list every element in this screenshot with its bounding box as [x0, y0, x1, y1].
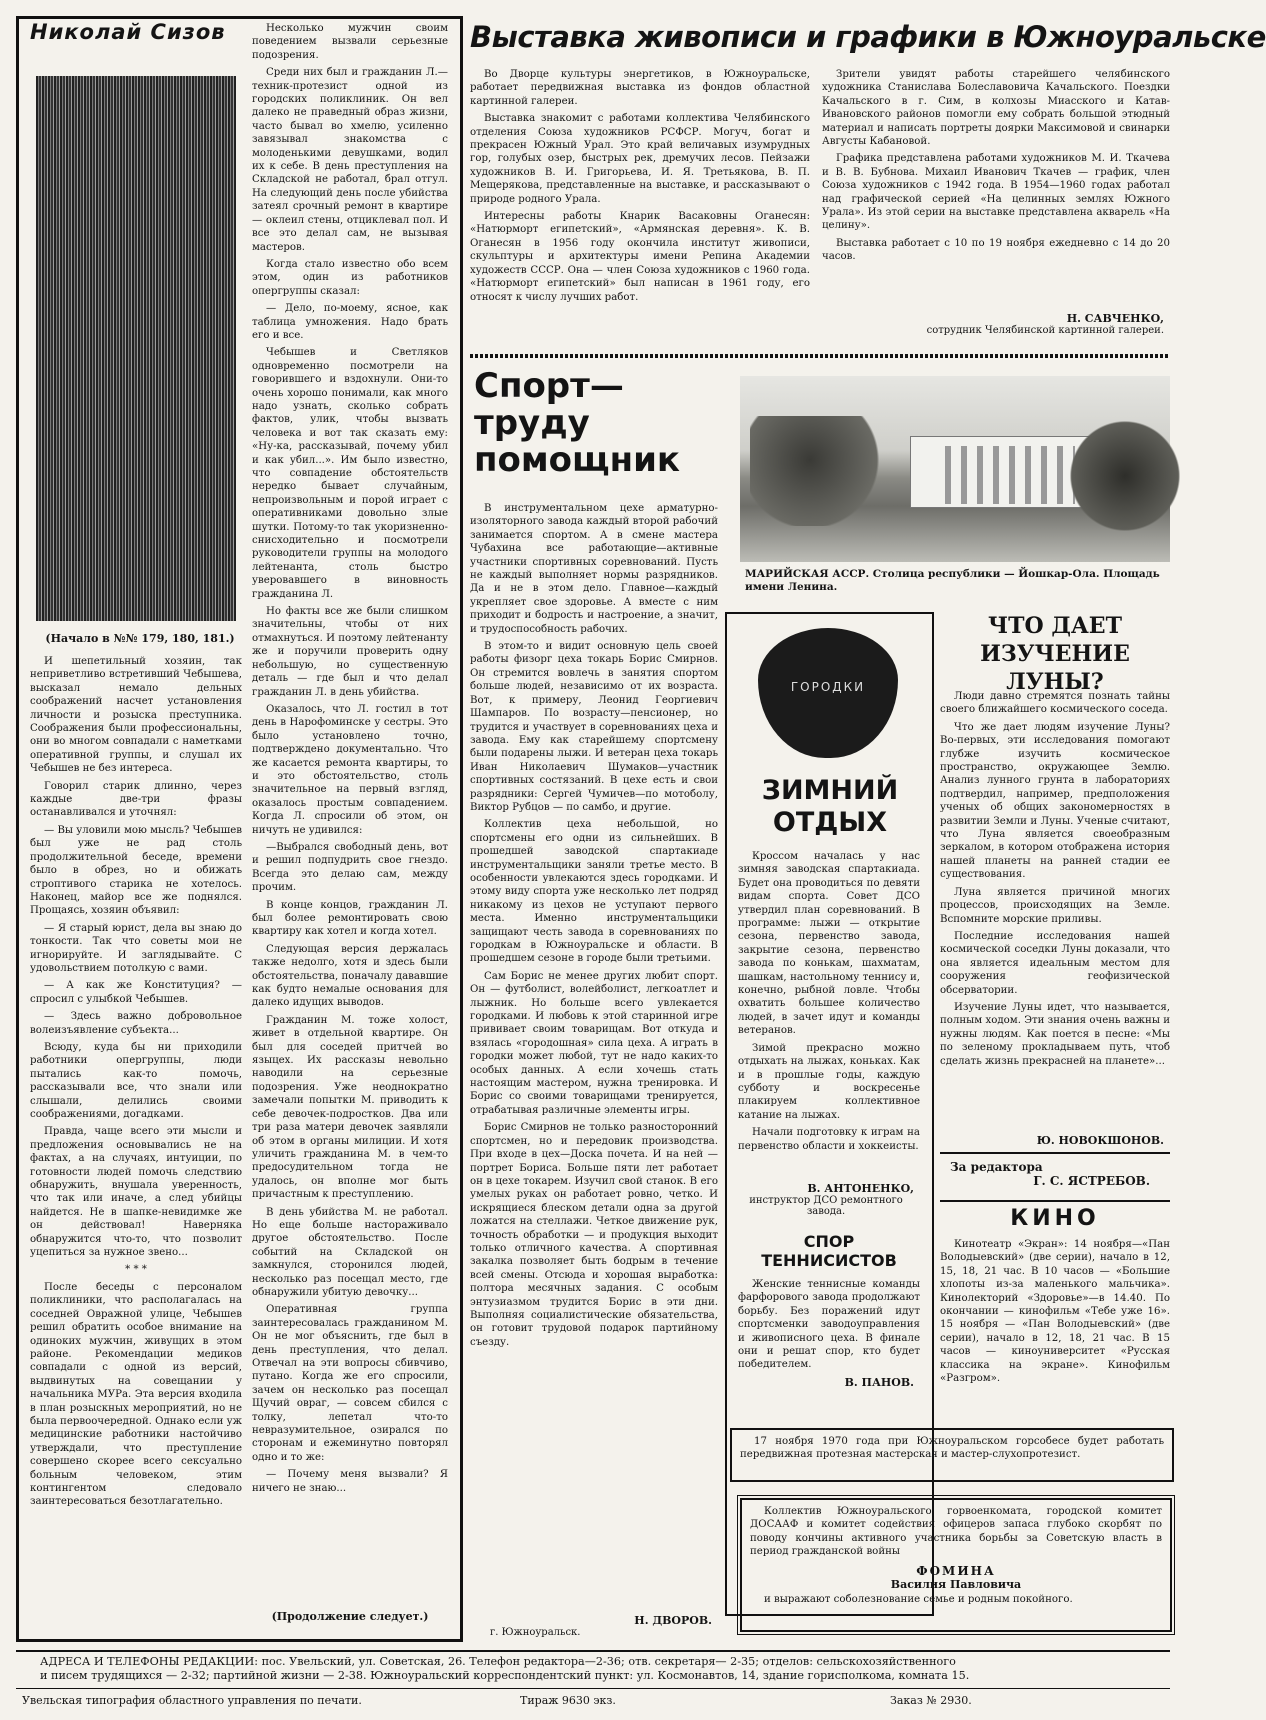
exhibition-author — [822, 310, 1170, 336]
paragraph: В этом-то и видит основную цель своей работы физорг цеха токарь Борис Смирнов. Он стремится вовлечь в занятия спортом больше людей, независимо от их возраста. Вот, к примеру, Леонид Георгиевич Шампаров. По возрасту—пенсионер, но трудится и участвует в соревнованиях цеха и завода. Ему как старейшему спортсмену были подарены лыжи. И ветеран цеха токарь Иван Николаевич Шумаков—участник спортивных состязаний. В цехе есть и свои разрядники: Сергей Чумичев—по мотоболу, Виктор Рубцов — по самбо, и другие. — [470, 641, 718, 813]
paragraph: Когда стало известно обо всем этом, один из работников опергруппы сказал: — [252, 258, 448, 297]
story-continued-note: (Начало в №№ 179, 180, 181.) — [45, 632, 235, 645]
winter-headline — [735, 775, 925, 839]
paragraph: Во Дворце культуры энергетиков, в Южноуральске, работает передвижная выставка из фондов областной картинной галереи. — [470, 69, 810, 107]
divider — [940, 1152, 1170, 1154]
moon-signature — [940, 1132, 1170, 1147]
paragraph: Интересны работы Кнарик Васаковны Оганесян: «Натюрморт египетский», «Армянская деревня». К. В. Оганесян в 1956 году окончила институт живописи, скульптуры и архитектуры имени Репина Академии художеств СССР. Она — член Союза художников с 1960 года. «Натюрморт египетский» был написан в 1961 году, его относят к числу лучших работ. — [470, 211, 810, 303]
sport-headline-line-3: помощник — [474, 440, 680, 480]
sport-signature — [470, 1612, 718, 1638]
moon-author: Ю. НОВОКШОНОВ. — [1036, 1134, 1164, 1147]
winter-headline-line-1: ЗИМНИЙ — [761, 775, 899, 806]
winter-author: В. АНТОНЕНКО, — [807, 1182, 914, 1195]
sport-headline-line-2: труду — [474, 403, 590, 443]
tennis-headline — [738, 1232, 920, 1270]
moon-headline-line-1: ЧТО ДАЕТ — [988, 613, 1122, 639]
sport-place: г. Южноуральск. — [490, 1627, 581, 1638]
story-author: Николай Сизов — [30, 20, 226, 44]
paragraph: Правда, чаще всего эти мысли и предложения основывались не на фактах, а на случаях, интуиции, по готовности людей помочь следствию обнаружить, внушала уверенность, что так или иначе, а след убийцы найдется. Не в шапке-невидимке же он действовал! Наверняка обнаружится что-то, что позволит уцепиться за нужное звено... — [30, 1126, 242, 1259]
paragraph: — Вы уловили мою мысль? Чебышев был уже не рад столь продолжительной беседе, времени было в обрез, но и обижать строптивого старика не хотелось. Наконец, майор все же поднялся. Прощаясь, хозяин объявил: — [30, 824, 242, 917]
paragraph: Борис Смирнов не только разносторонний спортсмен, но и передовик производства. При входе в цех—Доска почета. И на ней — портрет Бориса. Больше пяти лет работает он в цехе токарем. Изучил свой станок. В его умелых руках он работает ровно, четко. И искрящиеся блеском детали одна за другой ложатся на стеллажи. Четкое движение рук, точность обработки — и продукция выходит только отличного качества. А спортивная закалка позволяет быть бодрым в течение всей смены. Отсюда и хорошая выработка: полтора месячных задания. С особым энтузиазмом трудится Борис в эти дни. Выполняя социалистические обязательства, он готовит трудовой подарок партийному съезду. — [470, 1122, 718, 1348]
tennis-headline-line-2: ТЕННИСИСТОВ — [761, 1251, 897, 1270]
paragraph: Говорил старик длинно, через каждые две-три фразы останавливался и уточнял: — [30, 780, 242, 819]
footer-circulation: Тираж 9630 экз. — [520, 1694, 616, 1707]
sport-headline-line-1: Спорт— — [474, 366, 624, 406]
paragraph: Среди них был и гражданин Л.—техник-протезист одной из городских поликлиник. Он вел далеко не праведный образ жизни, часто бывал во хмелю, усиленно завязывал знакомства с молоденькими девушками, водил их к себе. В день преступления на Складской не работал, брал отгул. На следующий день после убийства затеял срочный ремонт в квартире — оклеил стены, отциклевал пол. И все это делал сам, не вызывая мастеров. — [252, 67, 448, 253]
footer-line-1: АДРЕСА И ТЕЛЕФОНЫ РЕДАКЦИИ: пос. Увельский, ул. Советская, 26. Телефон редактора—2-36; отв. секретаря— 2-35; отделов: сельскохозяйственного — [40, 1655, 956, 1668]
footer-rule — [16, 1650, 1170, 1652]
story-column-2 — [252, 22, 448, 1604]
photo-caption: МАРИЙСКАЯ АССР. Столица республики — Йошкар-Ола. Площадь имени Ленина. — [745, 568, 1160, 593]
exhibition-author-title: сотрудник Челябинской картинной галереи. — [926, 325, 1164, 336]
cinema-paragraph: Кинотеатр «Экран»: 14 ноября—«Пан Володыевский» (две серии), начало в 12, 15, 18, 21 час. В 10 часов — «Большие хлопоты из-за маленького мальчика». Кинолекторий «Здоровье»—в 14.40. По окончании — кинофильм «Тебе уже 16». 15 ноября — «Пан Володыевский» (две серии), начало в 12, 18, 21 час. В 15 часов — киноуниверситет «Русская классика на экране». Кинофильм «Разгром». — [940, 1239, 1170, 1385]
moon-headline-line-2: ИЗУЧЕНИЕ ЛУНЫ? — [980, 641, 1130, 695]
sport-column — [470, 502, 718, 1602]
paragraph: Зрители увидят работы старейшего челябинского художника Станислава Болеславовича Качальского. Поездки Качальского в г. Сим, в колхозы Миасского и Катав-Ивановского районов помогли ему собрать большой этюдный материал и написать портреты доярки Максимовой и свинарки Августы Кабановой. — [822, 69, 1170, 148]
paragraph: Чебышев и Светляков одновременно посмотрели на говорившего и вздохнули. Они-то очень хорошо понимали, как много надо узнать, сколько собрать фактов, улик, чтобы вызвать человека и вот так сказать ему: «Ну-ка, рассказывай, почему убил и как убил...». Им было известно, что совпадение обстоятельств нередко бывает случайным, непроизвольным и порой играет с оперативниками довольно злые шутки. Потому-то так укоризненно-снисходительно и посмотрели руководители группы на молодого лейтенанта, столь быстро уверовавшего в виновность гражданина Л. — [252, 347, 448, 600]
notice-text: 17 ноября 1970 года при Южноуральском горсобесе будет работать передвижная протезная мастерская и мастер-слухопротезист. — [740, 1436, 1164, 1461]
paragraph: — Я старый юрист, дела вы знаю до тонкости. Так что советы мои не игнорируйте. И заглядывайте. С удовольствием потолкую с вами. — [30, 922, 242, 974]
winter-column — [738, 850, 920, 1157]
paragraph: Графика представлена работами художников М. И. Ткачева и В. В. Бубнова. Михаил Иванович Ткачев — график, член Союза художников с 1942 года. В 1954—1960 годах работал над графической серией «На целинных землях Южного Урала». Из этой серии на выставке представлена акварель «На целину». — [822, 153, 1170, 232]
winter-headline-line-2: ОТДЫХ — [772, 807, 888, 838]
tennis-author: В. ПАНОВ. — [844, 1375, 914, 1389]
paragraph: В инструментальном цехе арматурно-изоляторного завода каждый второй рабочий занимается спортом. А в смене мастера Чубахина все работающие—активные участники спортивных соревнований. Пусть не каждый выполняет нормы разрядников. Да и не в этом дело. Главное—каждый укрепляет свое здоровье. А вместе с ним приходит и бодрость и настроение, а значит, и трудоспособность рабочих. — [470, 503, 718, 635]
editor-label: За редактора — [950, 1160, 1043, 1174]
footer-rule — [16, 1688, 1170, 1689]
paragraph: Луна является причиной многих процессов, происходящих на Земле. Вспомните морские приливы. — [940, 886, 1170, 925]
obituary-text: Коллектив Южноуральского горвоенкомата, городской комитет ДОСААФ и комитет содействия офицеров запаса глубоко скорбят по поводу кончины активного участника борьбы за Советскую власть в период гражданской войны — [750, 1506, 1162, 1558]
photo-trees-left — [750, 416, 900, 526]
moon-headline — [940, 612, 1170, 696]
paragraph: Последние исследования нашей космической соседки Луны доказали, что она является идеальным местом для сооружения геофизической обсерватории. — [940, 930, 1170, 996]
exhibition-headline: Выставка живописи и графики в Южноуральске — [470, 20, 1266, 54]
tennis-headline-line-1: СПОР — [803, 1232, 855, 1251]
paragraph: Гражданин М. тоже холост, живет в отдельной квартире. Он был для соседей притчей во языцех. Их рассказы невольно наводили на серьезные подозрения. Уже неоднократно замечали попытки М. приводить к себе девочек-подростков. Два или три раза матери девочек заявляли об этом в органы милиции. И хотя уличить гражданина М. в чем-то предосудительном тогда не удалось, он вполне мог быть причастным к преступлению. — [252, 1014, 448, 1201]
paragraph: Всюду, куда бы ни приходили работники опергруппы, люди пытались как-то помочь, рассказывали все, что знали или слышали, делились своими соображениями, догадками. — [30, 1041, 242, 1120]
winter-signature — [738, 1180, 920, 1217]
photo-trees-right — [1070, 406, 1180, 546]
footer-order: Заказ № 2930. — [890, 1694, 972, 1707]
paragraph: Выставка работает с 10 по 19 ноября ежедневно с 14 до 20 часов. — [822, 237, 1170, 263]
obituary-name-2: Василия Павловича — [890, 1577, 1022, 1591]
cinema-text — [940, 1238, 1170, 1389]
paragraph: В день убийства М. не работал. Но еще больше настораживало другое обстоятельство. После событий на Складской он замкнулся, сторонился людей, несколько раз посещал место, где обнаружили убитую девочку... — [252, 1206, 448, 1298]
obituary-box — [740, 1498, 1172, 1632]
sport-author: Н. ДВОРОВ. — [634, 1614, 712, 1627]
paragraph: — Здесь важно добровольное волеизъявление субъекта... — [30, 1011, 242, 1036]
paragraph: Люди давно стремятся познать тайны своего ближайшего космического соседа. — [940, 691, 1170, 716]
notice-box — [730, 1428, 1174, 1482]
tennis-text — [738, 1278, 920, 1389]
exhibition-author-name: Н. САВЧЕНКО, — [1066, 312, 1164, 325]
editor-name: Г. С. ЯСТРЕБОВ. — [1033, 1174, 1150, 1188]
paragraph: — А как же Конституция? — спросил с улыбкой Чебышев. — [30, 980, 242, 1005]
paragraph: Коллектив цеха небольшой, но спортсмены его одни из сильнейших. В прошедшей заводской спартакиаде инструментальщики заняли третье место. В особенности увлекаются здесь городками. И этому виду спорта уже несколько лет подряд никакому из цехов не уступают первого места. Именно инструментальщики защищают честь завода в соревнованиях по городкам в Южноуральске и области. В прошедшем сезоне в городе были третьими. — [470, 819, 718, 965]
paragraph: В конце концов, гражданин Л. был более ремонтировать свою квартиру как хотел и когда хотел. — [252, 899, 448, 938]
paragraph: После беседы с персоналом поликлиники, что располагалась на соседней Овражной улице, Чебышев решил обратить особое внимание на одиноких мужчин, живущих в этом районе. Рекомендации медиков совпадали с одной из версий, выдвинутых на совещании у начальника МУРа. Эта версия входила в план розыскных мероприятий, но не была первоочередной. Однако если уж медицинские работники настойчиво утверждали, что преступление совершено скорее всего сексуально больным человеком, этим контингентом следовало заинтересоваться безотлагательно. — [30, 1281, 242, 1508]
photo-square — [740, 376, 1170, 562]
paragraph: Кроссом началась у нас зимняя заводская спартакиада. Будет она проводиться по девяти видам спорта. Совет ДСО утвердил план соревнований. В программе: лыжи — открытие сезона, первенство завода, закрытие сезона, первенство завода по конькам, шахматам, шашкам, настольному теннису и, конечно, рыбной ловле. Чтобы охватить большее количество людей, в зачет идут и команды ветеранов. — [738, 851, 920, 1037]
paragraph: Несколько мужчин своим поведением вызвали серьезные подозрения. — [252, 23, 448, 61]
paragraph: Зимой прекрасно можно отдыхать на лыжах, коньках. Как и в прошлые годы, каждую субботу и воскресенье плакируем коллективное катание на лыжах. — [738, 1042, 920, 1121]
story-illustration — [36, 76, 236, 621]
photo-building-columns — [945, 446, 1075, 504]
cinema-headline: КИНО — [1010, 1206, 1100, 1231]
paragraph: Сам Борис не менее других любит спорт. Он — футболист, волейболист, легкоатлет и лыжник. Но больше всего увлекается городками. И любовь к этой старинной игре прививает своим товарищам. Вот откуда и взялась «городошная» сила цеха. А играть в городки может любой, тут не надо каких-то особых данных. А если хочешь стать настоящим мастером, нужна тренировка. И Борис со своими товарищами тренируется, отрабатывая различные элементы игры. — [470, 970, 718, 1116]
paragraph: Изучение Луны идет, что называется, полным ходом. Эти знания очень важны и нужны людям. Как поется в песне: «Мы по зеленому прокладываем путь, чтоб сделать жизнь прекрасней на планете»... — [940, 1001, 1170, 1067]
obituary-tail: и выражают соболезнование семье и родным покойного. — [764, 1593, 1073, 1605]
editor-block — [950, 1160, 1170, 1188]
paragraph: * * * — [125, 1264, 147, 1276]
sport-headline — [474, 368, 724, 479]
winter-author-title: инструктор ДСО ремонтного завода. — [749, 1195, 903, 1217]
paragraph: Оперативная группа заинтересовалась гражданином М. Он не мог объяснить, где был в день преступления, что делал. Отвечал на эти вопросы сбивчиво, путано. Когда же его спросили, зачем он несколько раз посещал Щучий овраг, — совсем сбился с толку, лепетал что-то невразумительное, озирался по сторонам и ежеминутно повторял одно и то же: — [252, 1304, 448, 1463]
paragraph: Что же дает людям изучение Луны? Во-первых, эти исследования помогают глубже изучить космическое пространство, окружающее Землю. Анализ лунного грунта в лабораториях подтвердил, например, предположения ученых об общих закономерностях в развитии Земли и Луны. Ученые считают, что Луна является своеобразным зеркалом, в котором отображена история нашей планеты на ранней стадии ее существования. — [940, 721, 1170, 881]
moon-column — [940, 690, 1170, 1072]
exhibition-column-1 — [470, 68, 810, 308]
story-column-1 — [30, 655, 242, 1615]
paragraph: Выставка знакомит с работами коллектива Челябинского отделения Союза художников РСФСР. Могуч, богат и прекрасен Южный Урал. Это край величавых изумрудных гор, голубых озер, быстрых рек, дремучих лесов. Пейзажи художников В. И. Григорьева, И. Я. Третьякова, В. П. Мещерякова, представленные на выставке, и рассказывают о природе родного Урала. — [470, 113, 810, 205]
paragraph: Следующая версия держалась также недолго, хотя и здесь были обстоятельства, поначалу дававшие как будто немалые основания для далеко идущих выводов. — [252, 943, 448, 1009]
paragraph: — Дело, по-моему, ясное, как таблица умножения. Надо брать его и все. — [252, 303, 448, 341]
paragraph: — Почему меня вызвали? Я ничего не знаю... — [252, 1469, 448, 1494]
paragraph: И шепетильный хозяин, так неприветливо встретивший Чебышева, высказал немало дельных соображений насчет установления личности и розыска преступника. Соображения были профессиональны, они во многом совпадали с наметками оперативной группы, и слушал их Чебышев не без интереса. — [30, 656, 242, 775]
winter-logo-text: ГОРОДКИ — [790, 680, 866, 694]
footer-printer: Увельская типография областного управления по печати. — [22, 1694, 362, 1707]
obituary-name: ФОМИНА — [916, 1563, 996, 1578]
paragraph: —Выбрался свободный день, вот и решил подпудрить свое гнездо. Всегда это делаю сам, между прочим. — [252, 841, 448, 894]
footer-line-2: и писем трудящихся — 2-32; партийной жизни — 2-38. Южноуральский корреспондентский пункт: ул. Космонавтов, 14, здание горисполкома, комната 15. — [40, 1669, 970, 1682]
tennis-paragraph: Женские теннисные команды фарфорового завода продолжают борьбу. Без поражений идут спортсменки заводоуправления и живописного цеха. В финале они и решат спор, кто будет победителем. — [738, 1279, 920, 1371]
divider — [940, 1200, 1170, 1202]
story-to-be-continued: (Продолжение следует.) — [271, 1610, 429, 1623]
paragraph: Начали подготовку к играм на первенство области и хоккеисты. — [738, 1127, 920, 1152]
exhibition-column-2 — [822, 68, 1170, 268]
paragraph: Оказалось, что Л. гостил в тот день в Нарофоминске у сестры. Это было установлено точно, подтверждено документально. Что же касается ремонта квартиры, то и это обстоятельство, столь значительное на первый взгляд, оказалось простым совпадением. Когда Л. спросили об этом, он ничуть не удивился: — [252, 703, 448, 836]
paragraph: Но факты все же были слишком значительны, чтобы от них отмахнуться. И поэтому лейтенанту же и поручили проверить одну небольшую, но существенную деталь — где был и что делал гражданин Л. в день убийства. — [252, 606, 449, 698]
footer-address — [40, 1655, 1160, 1683]
divider — [470, 354, 1170, 358]
